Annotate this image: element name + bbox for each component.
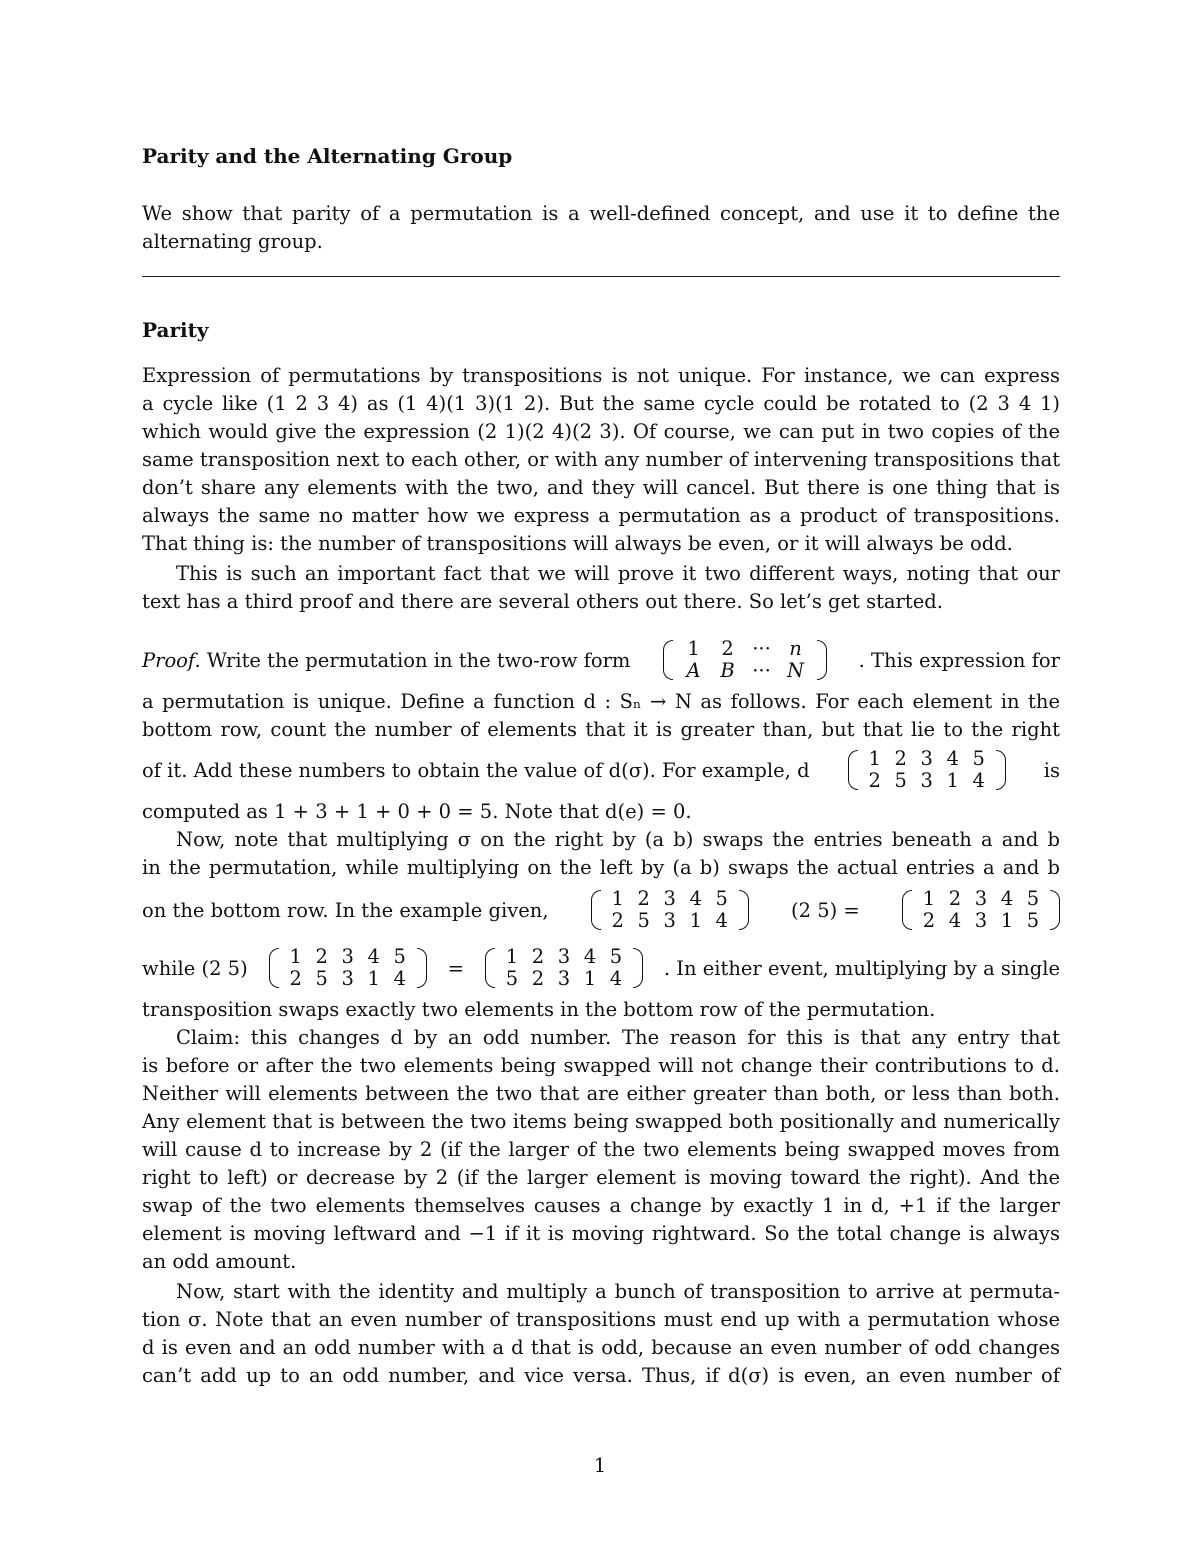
paragraph-text: = bbox=[447, 956, 464, 980]
section-heading: Parity bbox=[142, 318, 209, 342]
paragraph-line: a cycle like (1 2 3 4) as (1 4)(1 3)(1 2). But the same cycle could be rotated to (2 3 4 1) bbox=[142, 392, 1060, 415]
paragraph-line: an odd amount. bbox=[142, 1250, 297, 1273]
paragraph-line: is before or after the two elements being swapped will not change their contributions to d. bbox=[142, 1054, 1060, 1077]
proof-text: . This expression for bbox=[858, 648, 1060, 672]
paragraph-line: a permutation is unique. Define a function d : Sₙ → N as follows. For each element in the bbox=[142, 690, 1060, 713]
page-number: 1 bbox=[593, 1454, 607, 1477]
paragraph-line: Claim: this changes d by an odd number. The reason for this is that any entry that bbox=[176, 1026, 1060, 1049]
matrix-bottom-row: 2 5 3 1 4 bbox=[868, 769, 985, 792]
paragraph-line: d is even and an odd number with a d that is odd, because an even number of odd changes bbox=[142, 1336, 1060, 1359]
paragraph-line: That thing is: the number of transpositions will always be even, or it will always be odd. bbox=[142, 532, 1013, 555]
paragraph-line: computed as 1 + 3 + 1 + 0 + 0 = 5. Note that d(e) = 0. bbox=[142, 800, 692, 823]
matrix-top-row: 1 2 3 4 5 bbox=[868, 747, 985, 770]
abstract-line-1: We show that parity of a permutation is a well-defined concept, and use it to define the bbox=[142, 202, 1060, 225]
paragraph-line: right to left) or decrease by 2 (if the larger element is moving toward the right). And the bbox=[142, 1166, 1060, 1189]
horizontal-rule bbox=[142, 276, 1060, 277]
paragraph-line: This is such an important fact that we will prove it two different ways, noting that our bbox=[176, 562, 1060, 585]
proof-line-4 bbox=[142, 742, 1060, 798]
paragraph-line: Expression of permutations by transpositions is not unique. For instance, we can express bbox=[142, 364, 1060, 387]
proof-text: is bbox=[1043, 758, 1060, 782]
paragraph-text: while (2 5) bbox=[142, 956, 248, 980]
paragraph-line: swap of the two elements themselves causes a change by exactly 1 in d, +1 if the larger bbox=[142, 1194, 1060, 1217]
paragraph-line: which would give the expression (2 1)(2 4)(2 3). Of course, we can put in two copies of the bbox=[142, 420, 1060, 443]
paragraph-text: (2 5) = bbox=[791, 898, 860, 922]
paragraph-text: . In either event, multiplying by a single bbox=[663, 956, 1060, 980]
proof-line-1 bbox=[142, 632, 1060, 688]
example-line-1 bbox=[142, 882, 1060, 938]
paragraph-line: can’t add up to an odd number, and vice versa. Thus, if d(σ) is even, an even number of bbox=[142, 1364, 1060, 1387]
paragraph-line: Now, start with the identity and multiply a bunch of transposition to arrive at permuta- bbox=[176, 1280, 1060, 1303]
paragraph-line: Any element that is between the two items being swapped both positionally and numerically bbox=[142, 1110, 1060, 1133]
two-row-matrix bbox=[663, 638, 827, 682]
example-line-2 bbox=[142, 940, 1060, 996]
paragraph-line: same transposition next to each other, or with any number of intervening transpositions that bbox=[142, 448, 1061, 471]
paragraph-text: on the bottom row. In the example given, bbox=[142, 898, 549, 922]
proof-label: Proof. bbox=[142, 648, 201, 672]
paragraph-line: tion σ. Note that an even number of transpositions must end up with a permutation whose bbox=[142, 1308, 1060, 1331]
proof-text: of it. Add these numbers to obtain the value of d(σ). For example, d bbox=[142, 758, 810, 782]
abstract-line-2: alternating group. bbox=[142, 230, 323, 253]
paragraph-line: transposition swaps exactly two elements in the bottom row of the permutation. bbox=[142, 998, 936, 1021]
paragraph-line: don’t share any elements with the two, and they will cancel. But there is one thing that is bbox=[142, 476, 1060, 499]
paragraph-line: element is moving leftward and −1 if it is moving rightward. So the total change is always bbox=[142, 1222, 1060, 1245]
matrix-top-row: 1 2 ··· n bbox=[687, 637, 802, 660]
paragraph-line: Now, note that multiplying σ on the right by (a b) swaps the entries beneath a and b bbox=[176, 828, 1060, 851]
paragraph-line: always the same no matter how we express a permutation as a product of transpositions. bbox=[142, 504, 1060, 527]
matrix: 1 2 3 4 5 2 5 3 1 4 bbox=[591, 888, 749, 932]
proof-text: Write the permutation in the two-row form bbox=[206, 648, 631, 672]
paragraph-line: in the permutation, while multiplying on the left by (a b) swaps the actual entries a and b bbox=[142, 856, 1060, 879]
matrix-bottom-row: A B ··· N bbox=[686, 659, 805, 682]
example-matrix bbox=[848, 748, 1006, 792]
paragraph-line: will cause d to increase by 2 (if the larger of the two elements being swapped moves from bbox=[142, 1138, 1060, 1161]
paragraph-line: text has a third proof and there are several others out there. So let’s get started. bbox=[142, 590, 943, 613]
matrix: 1 2 3 4 5 5 2 3 1 4 bbox=[485, 946, 643, 990]
matrix: 1 2 3 4 5 2 5 3 1 4 bbox=[269, 946, 427, 990]
matrix: 1 2 3 4 5 2 4 3 1 5 bbox=[902, 888, 1060, 932]
document-title: Parity and the Alternating Group bbox=[142, 144, 513, 168]
paragraph-line: bottom row, count the number of elements that it is greater than, but that lie to the right bbox=[142, 718, 1060, 741]
paragraph-line: Neither will elements between the two that are either greater than both, or less than both. bbox=[142, 1082, 1060, 1105]
